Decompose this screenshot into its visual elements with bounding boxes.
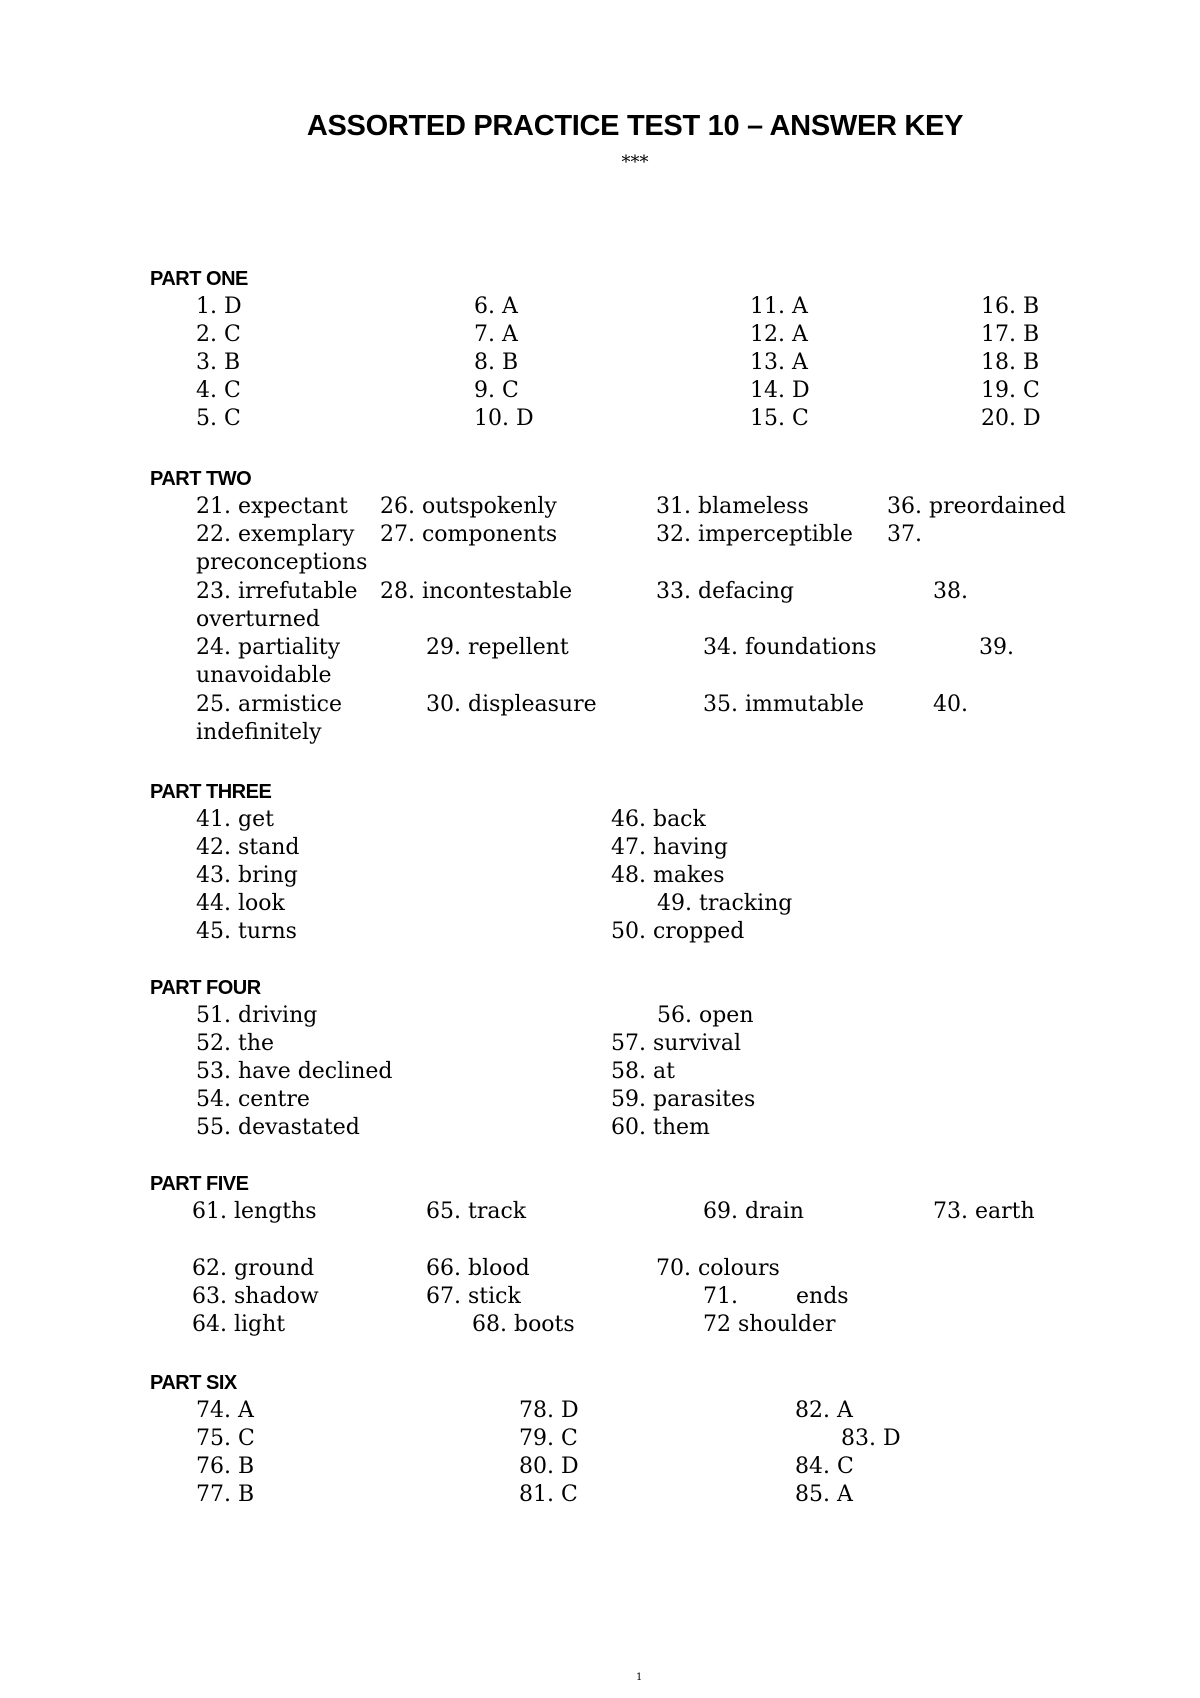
- answer-25: 25. armistice: [196, 692, 343, 717]
- answer-42: 42. stand: [196, 835, 300, 860]
- answer-17: 17. B: [981, 322, 1040, 347]
- answer-30: 30. displeasure: [426, 692, 597, 717]
- answer-68: 68. boots: [472, 1312, 575, 1337]
- answer-18: 18. B: [981, 350, 1040, 375]
- answer-7: 7. A: [474, 322, 518, 347]
- answer-16: 16. B: [981, 294, 1040, 319]
- answer-70: 70. colours: [656, 1256, 780, 1281]
- answer-41: 41. get: [196, 807, 274, 832]
- answer-9: 9. C: [474, 378, 519, 403]
- part-three-heading: PART THREE: [150, 781, 272, 803]
- answer-37-number: 37.: [887, 522, 922, 547]
- answer-5: 5. C: [196, 406, 241, 431]
- title-separator: ***: [621, 152, 649, 173]
- answer-38-word: overturned: [196, 607, 321, 632]
- answer-3: 3. B: [196, 350, 241, 375]
- answer-69: 69. drain: [703, 1199, 804, 1224]
- answer-13: 13. A: [750, 350, 808, 375]
- answer-39-word: unavoidable: [196, 663, 332, 688]
- answer-85: 85. A: [795, 1482, 853, 1507]
- answer-73: 73. earth: [933, 1199, 1035, 1224]
- answer-45: 45. turns: [196, 919, 297, 944]
- answer-84: 84. C: [795, 1454, 854, 1479]
- answer-51: 51. driving: [196, 1003, 318, 1028]
- answer-23: 23. irrefutable: [196, 579, 358, 604]
- answer-83: 83. D: [841, 1426, 901, 1451]
- answer-63: 63. shadow: [192, 1284, 319, 1309]
- answer-71-number: 71.: [703, 1284, 738, 1309]
- answer-58: 58. at: [611, 1059, 675, 1084]
- answer-6: 6. A: [474, 294, 518, 319]
- answer-79: 79. C: [519, 1426, 578, 1451]
- answer-14: 14. D: [750, 378, 810, 403]
- answer-34: 34. foundations: [703, 635, 877, 660]
- answer-27: 27. components: [380, 522, 558, 547]
- answer-64: 64. light: [192, 1312, 286, 1337]
- answer-47: 47. having: [611, 835, 728, 860]
- answer-59: 59. parasites: [611, 1087, 756, 1112]
- answer-44: 44. look: [196, 891, 285, 916]
- answer-21: 21. expectant: [196, 494, 348, 519]
- answer-62: 62. ground: [192, 1256, 315, 1281]
- answer-71-word: ends: [796, 1284, 849, 1309]
- page-title: ASSORTED PRACTICE TEST 10 – ANSWER KEY: [306, 110, 964, 142]
- answer-55: 55. devastated: [196, 1115, 360, 1140]
- answer-11: 11. A: [750, 294, 808, 319]
- page-number: 1: [636, 1672, 643, 1683]
- answer-75: 75. C: [196, 1426, 255, 1451]
- answer-60: 60. them: [611, 1115, 710, 1140]
- answer-33: 33. defacing: [656, 579, 794, 604]
- answer-57: 57. survival: [611, 1031, 742, 1056]
- answer-36: 36. preordained: [887, 494, 1066, 519]
- answer-37-word: preconceptions: [196, 550, 368, 575]
- answer-40-word: indefinitely: [196, 720, 322, 745]
- answer-66: 66. blood: [426, 1256, 530, 1281]
- answer-2: 2. C: [196, 322, 241, 347]
- answer-61: 61. lengths: [192, 1199, 317, 1224]
- answer-28: 28. incontestable: [380, 579, 573, 604]
- answer-49: 49. tracking: [657, 891, 793, 916]
- answer-8: 8. B: [474, 350, 519, 375]
- answer-1: 1. D: [196, 294, 242, 319]
- answer-48: 48. makes: [611, 863, 725, 888]
- answer-35: 35. immutable: [703, 692, 865, 717]
- answer-15: 15. C: [750, 406, 809, 431]
- part-one-heading: PART ONE: [150, 268, 248, 290]
- answer-40-number: 40.: [933, 692, 968, 717]
- answer-52: 52. the: [196, 1031, 275, 1056]
- answer-12: 12. A: [750, 322, 808, 347]
- answer-32: 32. imperceptible: [656, 522, 853, 547]
- answer-80: 80. D: [519, 1454, 579, 1479]
- answer-46: 46. back: [611, 807, 706, 832]
- answer-81: 81. C: [519, 1482, 578, 1507]
- answer-38-number: 38.: [933, 579, 968, 604]
- answer-82: 82. A: [795, 1398, 853, 1423]
- answer-39-number: 39.: [979, 635, 1014, 660]
- answer-53: 53. have declined: [196, 1059, 393, 1084]
- answer-24: 24. partiality: [196, 635, 341, 660]
- answer-74: 74. A: [196, 1398, 254, 1423]
- answer-31: 31. blameless: [656, 494, 809, 519]
- answer-4: 4. C: [196, 378, 241, 403]
- part-five-heading: PART FIVE: [150, 1173, 249, 1195]
- answer-26: 26. outspokenly: [380, 494, 557, 519]
- part-two-heading: PART TWO: [150, 468, 252, 490]
- answer-65: 65. track: [426, 1199, 527, 1224]
- part-four-heading: PART FOUR: [150, 977, 261, 999]
- answer-56: 56. open: [657, 1003, 754, 1028]
- answer-78: 78. D: [519, 1398, 579, 1423]
- part-six-heading: PART SIX: [150, 1372, 237, 1394]
- answer-50: 50. cropped: [611, 919, 745, 944]
- answer-76: 76. B: [196, 1454, 255, 1479]
- answer-19: 19. C: [981, 378, 1040, 403]
- answer-72: 72 shoulder: [703, 1312, 836, 1337]
- answer-22: 22. exemplary: [196, 522, 355, 547]
- answer-29: 29. repellent: [426, 635, 569, 660]
- answer-67: 67. stick: [426, 1284, 521, 1309]
- answer-10: 10. D: [474, 406, 534, 431]
- answer-43: 43. bring: [196, 863, 298, 888]
- answer-54: 54. centre: [196, 1087, 310, 1112]
- answer-77: 77. B: [196, 1482, 255, 1507]
- answer-20: 20. D: [981, 406, 1041, 431]
